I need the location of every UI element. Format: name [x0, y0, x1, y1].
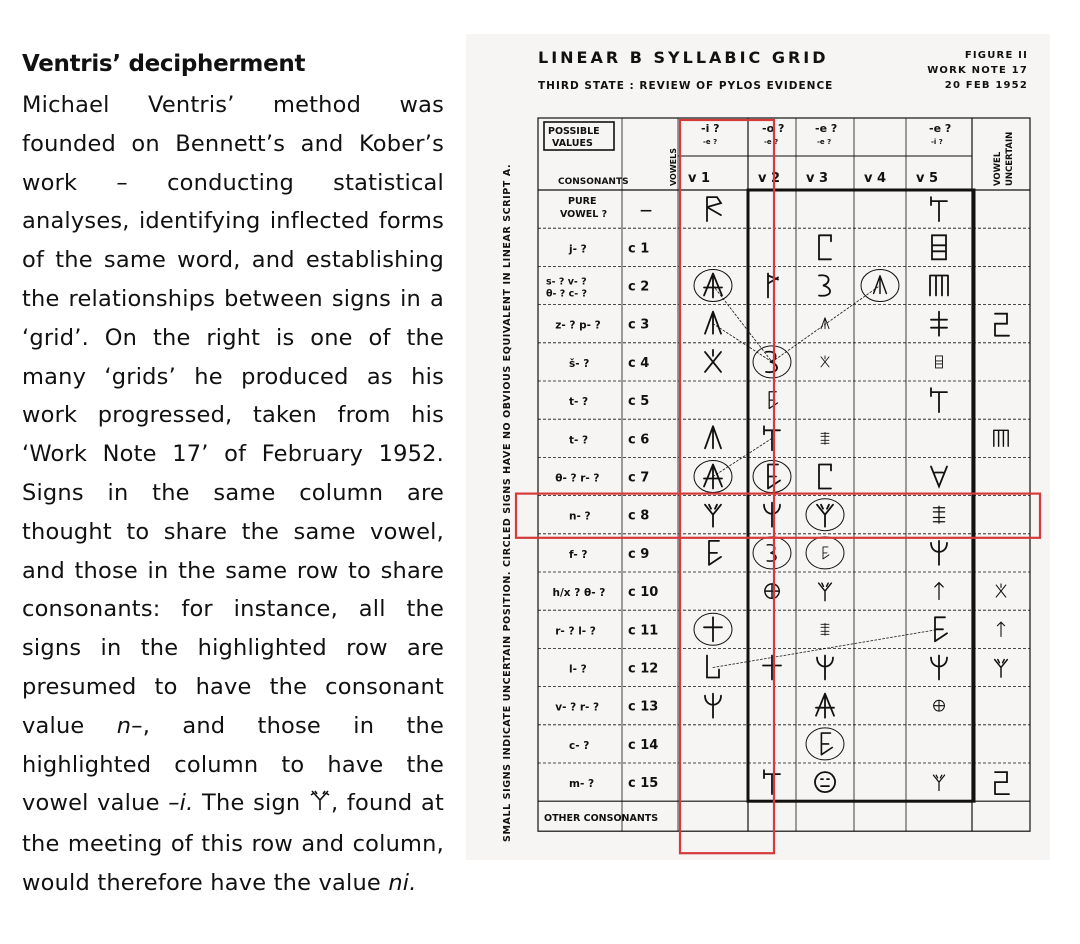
row-code: c 7 [628, 470, 650, 486]
sign-c6-v1 [705, 426, 721, 448]
connector-line [713, 286, 772, 362]
row-values: r- ? l- ? [555, 625, 596, 638]
vowel-value: -e ? [815, 122, 838, 135]
sign-c4-v1 [705, 350, 721, 372]
row-values: f- ? [569, 548, 588, 561]
pure-vowel-label: PURE [568, 196, 597, 207]
sign-c12-v2 [763, 656, 781, 680]
row-values: z- ? p- ? [555, 319, 601, 332]
paragraph-text-2: , and those in the highlighted column to have the vowel value [22, 712, 445, 817]
row-values: v- ? r- ? [555, 701, 600, 714]
vowel-value: -o ? [762, 122, 785, 135]
row-code: c 11 [628, 623, 659, 639]
vowels-label: VOWELS [669, 148, 678, 186]
sign-c15-v5 [933, 775, 944, 790]
sign-c1-v3 [819, 235, 831, 259]
row-values: m- ? [569, 778, 595, 791]
row-code: c 2 [628, 279, 650, 295]
article-paragraph [22, 86, 444, 903]
vowel-column-label: v 4 [864, 171, 887, 186]
sign-c10-v2 [765, 584, 779, 598]
row-values: θ- ? c- ? [546, 288, 587, 300]
figure-date: 20 FEB 1952 [944, 80, 1028, 91]
row-code: c 4 [628, 355, 650, 371]
pure-vowel-dash: — [640, 203, 652, 217]
row-code: c 3 [628, 317, 650, 333]
row-values: j- ? [569, 243, 587, 256]
sign-c12-uncertain [995, 660, 1008, 678]
vowel-value-sub: -e ? [817, 138, 832, 146]
row-values: n- ? [569, 510, 591, 523]
vowel-column-label: v 3 [806, 171, 829, 186]
vowel-value-sub: -i ? [931, 138, 943, 146]
row-code: c 10 [628, 585, 659, 601]
vowel-value-sub: -e ? [764, 138, 779, 146]
vowel-uncertain-label: VOWEL [993, 151, 1003, 186]
sign-c13-v3 [816, 694, 834, 718]
sign-c9-v1 [709, 541, 721, 565]
figure-title: LINEAR B SYLLABIC GRID [538, 48, 829, 67]
sign-c8-v1-ni [705, 505, 721, 527]
row-code: c 13 [628, 699, 659, 715]
paragraph-text-3: The sign [193, 790, 309, 817]
sign-c8-v3 [817, 505, 833, 527]
sign-c8-v2 [764, 503, 780, 527]
sign-c7-v5 [931, 467, 947, 487]
row-values: h/x ? θ- ? [552, 587, 606, 600]
sign-c10-v3 [819, 583, 832, 601]
row-values: t- ? [569, 396, 589, 409]
sign-c1-v5 [932, 235, 946, 259]
sign-c11-v5 [935, 617, 947, 641]
paragraph-text-4: , found at the meeting of this row and column, would therefore have the value [22, 790, 444, 896]
row-values: l- ? [569, 663, 587, 676]
possible-values-label: POSSIBLE [548, 126, 600, 137]
sign-c15-v2 [764, 770, 780, 794]
sign-pure-vowel-v5 [931, 197, 947, 221]
vowel-uncertain-label: UNCERTAIN [1005, 131, 1015, 186]
sign-c4-v3 [821, 356, 829, 367]
linear-b-grid-figure [466, 34, 1050, 860]
vowel-column-label: v 1 [688, 171, 711, 186]
other-consonants-label: OTHER CONSONANTS [544, 813, 659, 825]
vowel-column-label: v 5 [916, 171, 939, 186]
sign-c13-v5 [934, 700, 945, 711]
grid-border [538, 118, 1030, 831]
row-code: c 1 [628, 241, 650, 257]
sign-c14-v3 [821, 733, 832, 755]
connector-line [772, 286, 880, 362]
consonants-label: CONSONANTS [558, 177, 629, 187]
sign-c11-v3 [821, 623, 829, 635]
row-values: θ- ? r- ? [555, 472, 600, 485]
possible-values-label: VALUES [552, 138, 593, 149]
pure-vowel-label: VOWEL ? [560, 209, 608, 220]
sign-c11-v1 [704, 617, 722, 641]
sign-c8-v5 [933, 506, 944, 523]
row-code: c 6 [628, 432, 650, 448]
ni-sign-icon [309, 786, 331, 825]
row-code: c 12 [628, 661, 659, 677]
sign-c4-v5 [936, 356, 943, 368]
side-note: SMALL SIGNS INDICATE UNCERTAIN POSITION. CIRCLED SIGNS HAVE NO OBVIOUS EQUIVALENT IN LINEAR SCRIPT A. [502, 163, 513, 842]
sign-c2-v5 [930, 276, 948, 296]
row-code: c 8 [628, 508, 650, 524]
paragraph-text-1: Michael Ventris’ method was founded on Bennett’s and Kober’s work – conducting statistical analyses, identifying inflected forms of the same word, and establishing the relationships between signs in a ‘grid’. On the right is one of the many ‘grids’ he produced as his work progressed, taken from his ‘Work Note 17’ of February 1952. Signs in the same column are thought to share the same vowel, and those in the same row to share consonants: for instance, all the signs in the highlighted row are presumed to have the consonant value [22, 92, 444, 739]
row-values: c- ? [569, 739, 590, 752]
row-code: c 14 [628, 737, 659, 753]
row-code: c 5 [628, 394, 650, 410]
sign-c10-v5 [935, 583, 943, 600]
work-note: WORK NOTE 17 [927, 65, 1028, 76]
sign-c5-v5 [931, 388, 947, 412]
figure-number: FIGURE II [964, 50, 1028, 61]
vowel-column-label: v 2 [758, 171, 781, 186]
sign-c10-uncertain [996, 584, 1006, 597]
article-heading: Ventris’ decipherment [22, 51, 306, 77]
figure-subtitle: THIRD STATE : REVIEW OF PYLOS EVIDENCE [538, 80, 834, 92]
vowel-value: -e ? [929, 122, 952, 135]
sign-c15-v3 [815, 772, 835, 792]
highlight-column-v1 [680, 120, 774, 853]
sign-c12-v3 [817, 656, 833, 680]
article-text-column [22, 48, 444, 903]
sign-c11-uncertain [997, 622, 1004, 636]
row-values: š- ? [569, 357, 590, 370]
sign-c3-uncertain [995, 314, 1009, 336]
sign-c9-v3 [823, 547, 829, 559]
italic-ni: ni. [388, 869, 417, 896]
sign-c6-v3 [821, 432, 829, 444]
sign-c9-v5 [931, 541, 947, 565]
row-values: s- ? v- ? [546, 276, 587, 288]
vowel-value: -i ? [701, 122, 720, 135]
row-values: t- ? [569, 434, 589, 447]
sign-c7-v3 [819, 465, 831, 489]
sign-c3-v3 [821, 318, 829, 329]
italic-n: n– [116, 712, 143, 739]
sign-c12-v5 [931, 656, 947, 680]
sign-c13-v1 [705, 694, 721, 718]
row-code: c 15 [628, 776, 659, 792]
sign-pure-vowel-v1 [707, 197, 721, 221]
sign-c3-v5 [931, 312, 947, 336]
sign-c2-v3 [819, 275, 830, 296]
vowel-value-sub: -e ? [703, 138, 718, 146]
sign-c15-uncertain [995, 772, 1009, 794]
syllabic-grid [466, 34, 1050, 860]
sign-c2-v4 [874, 276, 887, 294]
sign-c6-uncertain [994, 430, 1008, 446]
sign-c3-v1 [705, 312, 721, 334]
row-code: c 9 [628, 546, 650, 562]
italic-i: –i. [168, 790, 194, 817]
highlight-row-c8 [516, 494, 1040, 538]
